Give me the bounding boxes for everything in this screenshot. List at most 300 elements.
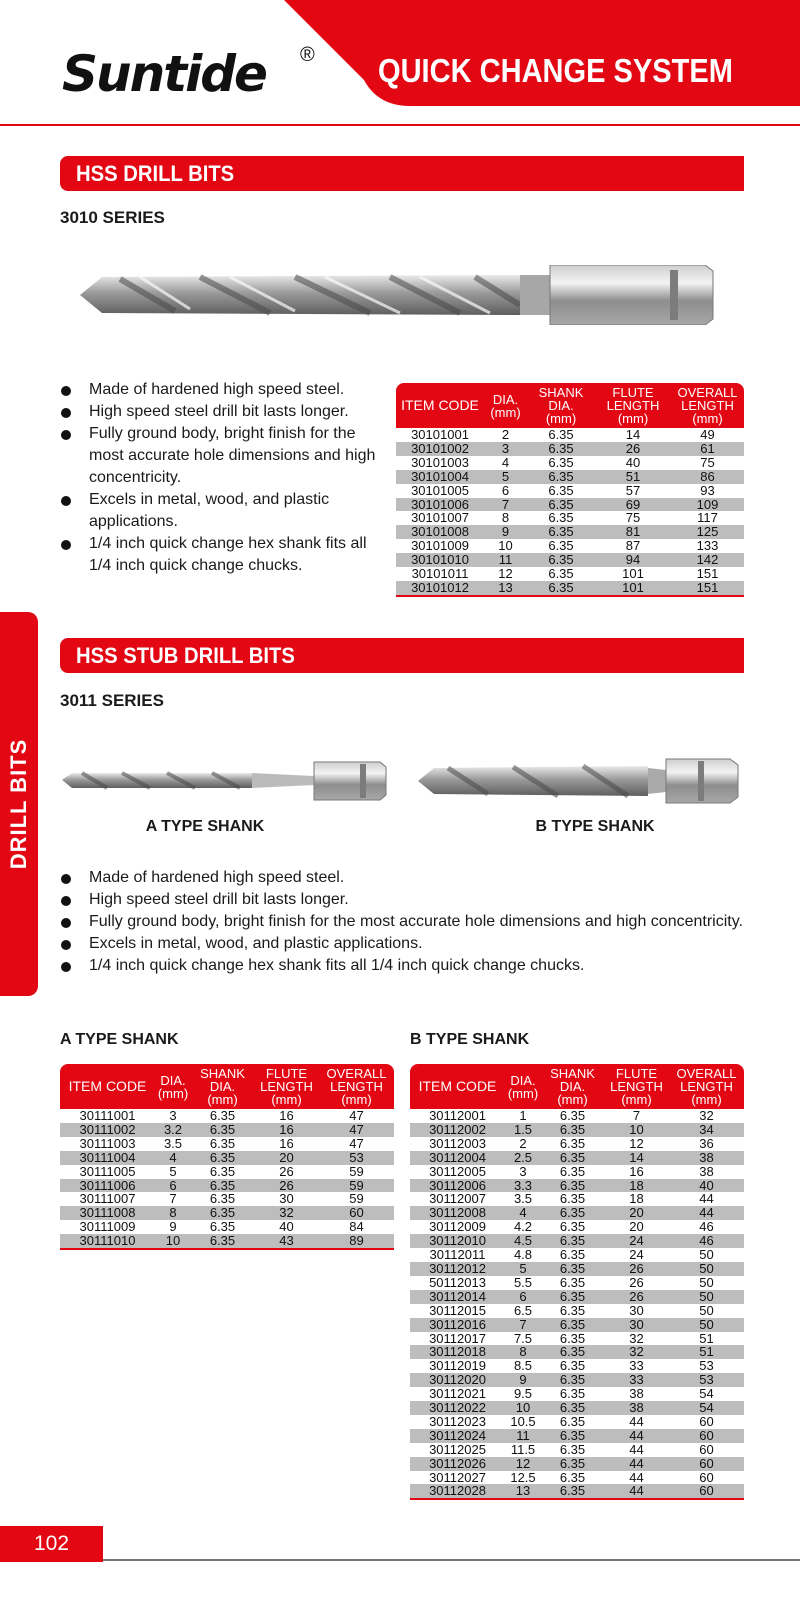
table-row: [410, 1123, 744, 1137]
table-cell: 6.35: [548, 427, 574, 442]
table-cell: 6.35: [541, 1373, 604, 1387]
table-cell: 6.35: [559, 1247, 586, 1263]
table-cell: 6.35: [541, 1484, 604, 1499]
table-row: [410, 1206, 744, 1220]
table-cell: 8.5: [513, 1358, 533, 1374]
table-cell: 60: [699, 1441, 714, 1457]
table-cell: 59: [319, 1179, 394, 1193]
table-cell: 5: [169, 1163, 177, 1179]
table-cell: 11.5: [510, 1441, 536, 1457]
table-cell: 30111004: [60, 1151, 155, 1165]
table-cell: 30101008: [396, 525, 484, 539]
table-row: [410, 1192, 744, 1206]
table-cell: 53: [669, 1373, 744, 1387]
table-cell: 6.35: [541, 1262, 604, 1276]
table-cell: 60: [319, 1206, 394, 1220]
table-cell: 30112017: [429, 1330, 486, 1346]
table-header-row: [410, 1064, 744, 1109]
list-item: Made of hardened high speed steel.: [60, 379, 390, 401]
table-cell: 7: [505, 1318, 541, 1332]
column-header: OVERALL LENGTH (mm): [319, 1064, 394, 1109]
brand-logo: Suntide ®: [62, 44, 315, 103]
table-row: [60, 1151, 394, 1165]
table-cell: 30: [629, 1302, 644, 1318]
section-title: HSS DRILL BITS: [76, 161, 235, 186]
table-cell: 18: [629, 1191, 644, 1207]
table-cell: 6.35: [559, 1469, 586, 1485]
table-cell: 38: [629, 1386, 644, 1402]
table-row: [410, 1345, 744, 1359]
table-cell: 4: [501, 454, 510, 470]
table-cell: 26: [595, 442, 671, 456]
table-cell: 38: [604, 1401, 669, 1415]
table-cell: 6.35: [209, 1108, 236, 1123]
column-header: SHANK DIA. (mm): [191, 1064, 254, 1109]
table-row: [410, 1109, 744, 1123]
table-cell: 6.35: [209, 1163, 236, 1179]
table-row: [396, 539, 744, 553]
table-cell: 30112006: [410, 1179, 505, 1193]
table-cell: 16: [279, 1135, 294, 1151]
table-header-row: [396, 383, 744, 428]
list-item: Excels in metal, wood, and plastic applications.: [60, 933, 744, 955]
column-header: DIA. (mm): [155, 1064, 191, 1109]
table-cell: 33: [629, 1358, 644, 1374]
table-cell: 9: [484, 525, 527, 539]
list-item: High speed steel drill bit lasts longer.: [60, 889, 744, 911]
table-cell: 30101012: [396, 581, 484, 596]
table-cell: 40: [669, 1179, 744, 1193]
table-cell: 89: [319, 1234, 394, 1249]
table-row: [410, 1415, 744, 1429]
table-row: [410, 1220, 744, 1234]
page-title: QUICK CHANGE SYSTEM: [378, 52, 733, 89]
feature-list: [60, 379, 390, 577]
table-row: [396, 498, 744, 512]
table-cell: 14: [625, 427, 641, 442]
table-cell: 6.35: [527, 442, 595, 456]
table-cell: 49: [700, 427, 715, 442]
table-cell: 16: [254, 1123, 319, 1137]
table-cell: 53: [699, 1358, 714, 1374]
table-cell: 30101001: [411, 427, 469, 442]
table-cell: 6.35: [559, 1386, 586, 1402]
table-cell: 6.35: [541, 1401, 604, 1415]
column-header: ITEM CODE: [396, 383, 484, 428]
table-cell: 4.2: [513, 1219, 533, 1235]
table-cell: 6.35: [559, 1330, 586, 1346]
table-row: [60, 1206, 394, 1220]
table-cell: 50: [699, 1247, 714, 1263]
table-cell: 30112005: [429, 1163, 486, 1179]
table-cell: 3: [484, 442, 527, 456]
table-cell: 30: [604, 1318, 669, 1332]
table-cell: 30111010: [60, 1234, 155, 1249]
column-header: SHANK DIA. (mm): [541, 1064, 604, 1109]
table-cell: 125: [671, 525, 744, 539]
table-cell: 5: [484, 470, 527, 484]
table-cell: 30112024: [410, 1429, 505, 1443]
table-cell: 57: [625, 482, 641, 498]
table-cell: 10: [155, 1234, 191, 1249]
table-header-row: [60, 1064, 394, 1109]
table-row: [60, 1220, 394, 1234]
section-bar-hss-stub-drill-bits: [60, 638, 744, 673]
table-cell: 7: [632, 1108, 641, 1123]
table-row: [410, 1304, 744, 1318]
table-cell: 26: [279, 1163, 294, 1179]
table-row: [60, 1234, 394, 1249]
table-cell: 75: [700, 454, 715, 470]
spec-table-3010: [396, 383, 744, 597]
column-header: ITEM CODE: [60, 1064, 155, 1109]
table-cell: 6.35: [559, 1302, 586, 1318]
list-item: Excels in metal, wood, and plastic applications.: [60, 489, 390, 533]
table-cell: 44: [629, 1469, 644, 1485]
table-cell: 6.35: [541, 1429, 604, 1443]
table-row: [410, 1276, 744, 1290]
table-row: [410, 1373, 744, 1387]
table-cell: 6.35: [559, 1191, 586, 1207]
table-cell: 30101010: [396, 553, 484, 567]
table-cell: 30112003: [429, 1135, 486, 1151]
table-cell: 51: [669, 1345, 744, 1359]
column-header: FLUTE LENGTH (mm): [254, 1064, 319, 1109]
table-cell: 101: [595, 581, 671, 596]
table-cell: 142: [671, 553, 744, 567]
column-header: ITEM CODE: [410, 1064, 505, 1109]
table-cell: 11: [505, 1429, 541, 1443]
drill-bit-image: [80, 265, 715, 325]
table-cell: 50: [699, 1274, 714, 1290]
table-cell: 13: [505, 1484, 541, 1499]
table-cell: 30112010: [410, 1234, 505, 1248]
column-header: SHANK DIA. (mm): [527, 383, 595, 428]
table-cell: 6.35: [541, 1123, 604, 1137]
table-cell: 26: [254, 1179, 319, 1193]
table-cell: 8: [155, 1206, 191, 1220]
table-cell: 30111001: [79, 1108, 136, 1123]
table-cell: 46: [669, 1234, 744, 1248]
table-cell: 26: [604, 1262, 669, 1276]
column-header: OVERALL LENGTH (mm): [669, 1064, 744, 1109]
table-cell: 6.35: [541, 1179, 604, 1193]
table-cell: 101: [622, 566, 644, 582]
table-row: [410, 1290, 744, 1304]
table-cell: 6.35: [209, 1135, 236, 1151]
table-row: [60, 1109, 394, 1123]
table-cell: 34: [669, 1123, 744, 1137]
table-row: [396, 567, 744, 581]
table-row: [60, 1179, 394, 1193]
table-row: [60, 1192, 394, 1206]
table-cell: 6.35: [559, 1441, 586, 1457]
table-row: [410, 1443, 744, 1457]
table-row: [410, 1318, 744, 1332]
table-cell: 32: [604, 1345, 669, 1359]
table-cell: 4: [155, 1151, 191, 1165]
table-cell: 9: [169, 1219, 177, 1235]
table-cell: 30101004: [396, 470, 484, 484]
table-cell: 3.3: [505, 1179, 541, 1193]
table-cell: 7: [169, 1191, 177, 1207]
table-cell: 30: [279, 1191, 294, 1207]
table-cell: 43: [254, 1234, 319, 1249]
table-cell: 6.35: [559, 1274, 586, 1290]
table-cell: 16: [629, 1163, 644, 1179]
list-item: Fully ground body, bright finish for the most accurate hole dimensions and high concentricity.: [60, 423, 390, 489]
table-row: [60, 1123, 394, 1137]
table-row: [410, 1484, 744, 1499]
table-cell: 6.35: [209, 1219, 236, 1235]
table-cell: 13: [484, 581, 527, 596]
table-cell: 6.35: [541, 1151, 604, 1165]
table-cell: 3: [519, 1163, 527, 1179]
table-cell: 10: [604, 1123, 669, 1137]
table-cell: 26: [629, 1274, 644, 1290]
table-cell: 30112002: [410, 1123, 505, 1137]
table-cell: 30101005: [411, 482, 469, 498]
table-cell: 6.35: [527, 553, 595, 567]
table-cell: 32: [629, 1330, 644, 1346]
table-cell: 60: [669, 1484, 744, 1499]
table-cell: 6.35: [191, 1234, 254, 1249]
table-cell: 12: [629, 1135, 644, 1151]
footer-divider: [103, 1559, 800, 1561]
table-cell: 6.35: [559, 1135, 586, 1151]
a-type-shank-caption: A TYPE SHANK: [145, 818, 265, 835]
table-cell: 30112018: [410, 1345, 505, 1359]
table-cell: 6.35: [559, 1413, 586, 1429]
table-row: [410, 1387, 744, 1401]
table-cell: 4: [505, 1206, 541, 1220]
list-item: High speed steel drill bit lasts longer.: [60, 401, 390, 423]
table-cell: 60: [669, 1457, 744, 1471]
table-cell: 18: [604, 1179, 669, 1193]
table-cell: 24: [629, 1247, 644, 1263]
table-cell: 94: [595, 553, 671, 567]
table-label-a: A TYPE SHANK: [60, 1031, 179, 1048]
table-cell: 6: [505, 1290, 541, 1304]
table-cell: 69: [595, 498, 671, 512]
table-row: [410, 1248, 744, 1262]
table-cell: 30112027: [429, 1469, 486, 1485]
list-item: Made of hardened high speed steel.: [60, 867, 744, 889]
table-cell: 10: [498, 538, 513, 554]
table-cell: 6.35: [527, 470, 595, 484]
table-cell: 30101002: [396, 442, 484, 456]
table-cell: 6.35: [209, 1191, 236, 1207]
table-cell: 6.35: [541, 1206, 604, 1220]
table-cell: 1.5: [505, 1123, 541, 1137]
table-cell: 30101007: [411, 510, 469, 526]
table-row: [410, 1165, 744, 1179]
table-cell: 151: [696, 566, 719, 582]
table-cell: 30112025: [429, 1441, 486, 1457]
b-type-shank-caption: B TYPE SHANK: [535, 818, 655, 835]
table-cell: 51: [699, 1330, 714, 1346]
table-cell: 30111002: [60, 1123, 155, 1137]
table-cell: 30111007: [79, 1191, 136, 1207]
table-cell: 6.35: [191, 1123, 254, 1137]
table-cell: 6.35: [191, 1206, 254, 1220]
table-row: [60, 1137, 394, 1151]
table-cell: 2: [519, 1135, 527, 1151]
table-cell: 10: [505, 1401, 541, 1415]
table-cell: 6.35: [191, 1151, 254, 1165]
table-cell: 133: [696, 538, 719, 554]
table-cell: 30101003: [411, 454, 469, 470]
table-cell: 8: [505, 1345, 541, 1359]
table-cell: 30101011: [411, 566, 469, 582]
table-cell: 30112009: [429, 1219, 486, 1235]
column-header: OVERALL LENGTH (mm): [671, 383, 744, 428]
table-cell: 6.35: [527, 525, 595, 539]
list-item: Fully ground body, bright finish for the most accurate hole dimensions and high concentricity.: [60, 911, 744, 933]
page-number: 102: [0, 1526, 103, 1562]
table-cell: 10.5: [510, 1413, 536, 1429]
table-cell: 6.35: [559, 1163, 586, 1179]
table-cell: 20: [254, 1151, 319, 1165]
table-cell: 6.35: [191, 1179, 254, 1193]
table-cell: 30112026: [410, 1457, 505, 1471]
table-cell: 7.5: [513, 1330, 533, 1346]
table-row: [410, 1262, 744, 1276]
table-row: [396, 456, 744, 470]
section-title: HSS STUB DRILL BITS: [76, 643, 295, 668]
table-cell: 30112022: [410, 1401, 505, 1415]
table-cell: 53: [319, 1151, 394, 1165]
feature-list: [60, 867, 744, 977]
table-cell: 109: [671, 498, 744, 512]
table-cell: 12: [505, 1457, 541, 1471]
table-cell: 30111008: [60, 1206, 155, 1220]
table-cell: 117: [697, 510, 718, 526]
table-row: [410, 1151, 744, 1165]
table-row: [410, 1179, 744, 1193]
table-cell: 30112023: [429, 1413, 486, 1429]
column-header: DIA. (mm): [484, 383, 527, 428]
table-cell: 12.5: [510, 1469, 536, 1485]
spec-table-a-type: [60, 1064, 394, 1250]
table-cell: 4.8: [513, 1247, 533, 1263]
table-cell: 12: [498, 566, 513, 582]
table-row: [60, 1165, 394, 1179]
table-cell: 6: [155, 1179, 191, 1193]
table-cell: 84: [349, 1219, 364, 1235]
table-cell: 6.35: [527, 498, 595, 512]
section-bar-hss-drill-bits: [60, 156, 744, 191]
table-cell: 60: [699, 1469, 714, 1485]
table-cell: 44: [604, 1429, 669, 1443]
table-row: [396, 525, 744, 539]
table-cell: 86: [671, 470, 744, 484]
column-header: FLUTE LENGTH (mm): [604, 1064, 669, 1109]
table-cell: 44: [604, 1484, 669, 1499]
table-cell: 44: [669, 1206, 744, 1220]
table-cell: 30112008: [410, 1206, 505, 1220]
table-cell: 33: [604, 1373, 669, 1387]
table-cell: 50: [669, 1318, 744, 1332]
table-cell: 47: [319, 1123, 394, 1137]
table-cell: 9.5: [513, 1386, 533, 1402]
table-cell: 44: [629, 1413, 644, 1429]
table-cell: 30112004: [410, 1151, 505, 1165]
table-cell: 20: [604, 1206, 669, 1220]
table-cell: 51: [595, 470, 671, 484]
table-cell: 30112020: [410, 1373, 505, 1387]
table-cell: 61: [671, 442, 744, 456]
table-row: [396, 442, 744, 456]
table-cell: 3.5: [513, 1191, 533, 1207]
table-cell: 30112011: [429, 1247, 486, 1263]
table-cell: 30112028: [410, 1484, 505, 1499]
side-tab: [0, 612, 38, 996]
table-row: [396, 428, 744, 442]
table-cell: 38: [699, 1163, 714, 1179]
table-cell: 40: [279, 1219, 294, 1235]
table-row: [410, 1137, 744, 1151]
table-cell: 60: [669, 1429, 744, 1443]
table-cell: 6.35: [541, 1345, 604, 1359]
table-cell: 6.35: [541, 1457, 604, 1471]
table-cell: 6.35: [559, 1358, 586, 1374]
table-row: [396, 511, 744, 525]
table-cell: 3.2: [155, 1123, 191, 1137]
table-label-b: B TYPE SHANK: [410, 1031, 530, 1048]
table-cell: 6.35: [548, 538, 574, 554]
column-header: FLUTE LENGTH (mm): [595, 383, 671, 428]
table-cell: 26: [604, 1290, 669, 1304]
table-cell: 81: [595, 525, 671, 539]
table-cell: 50: [669, 1262, 744, 1276]
table-cell: 20: [629, 1219, 644, 1235]
table-cell: 54: [669, 1401, 744, 1415]
table-cell: 60: [699, 1413, 714, 1429]
table-cell: 87: [625, 538, 641, 554]
table-cell: 6.35: [541, 1318, 604, 1332]
table-cell: 30111009: [79, 1219, 136, 1235]
table-cell: 1: [519, 1108, 527, 1123]
table-cell: 59: [349, 1191, 364, 1207]
table-row: [410, 1332, 744, 1346]
table-cell: 6.35: [541, 1234, 604, 1248]
series-label: 3010 SERIES: [60, 208, 165, 227]
table-cell: 6.5: [513, 1302, 533, 1318]
table-row: [410, 1359, 744, 1373]
side-tab-label: DRILL BITS: [6, 738, 31, 870]
table-cell: 24: [604, 1234, 669, 1248]
list-item: 1/4 inch quick change hex shank fits all 1/4 inch quick change chucks.: [60, 533, 390, 577]
list-item: 1/4 inch quick change hex shank fits all 1/4 inch quick change chucks.: [60, 955, 744, 977]
table-cell: 50: [699, 1302, 714, 1318]
table-cell: 32: [254, 1206, 319, 1220]
header-divider: [0, 124, 800, 126]
table-cell: 30101006: [396, 498, 484, 512]
table-cell: 30112021: [429, 1386, 486, 1402]
table-cell: 30112001: [429, 1108, 486, 1123]
table-row: [396, 581, 744, 596]
table-row: [410, 1457, 744, 1471]
table-cell: 93: [700, 482, 715, 498]
table-row: [410, 1429, 744, 1443]
table-cell: 44: [604, 1457, 669, 1471]
table-cell: 5: [505, 1262, 541, 1276]
table-cell: 30101009: [411, 538, 469, 554]
table-cell: 16: [279, 1108, 294, 1123]
series-label: 3011 SERIES: [60, 691, 164, 710]
table-cell: 6: [501, 482, 510, 498]
